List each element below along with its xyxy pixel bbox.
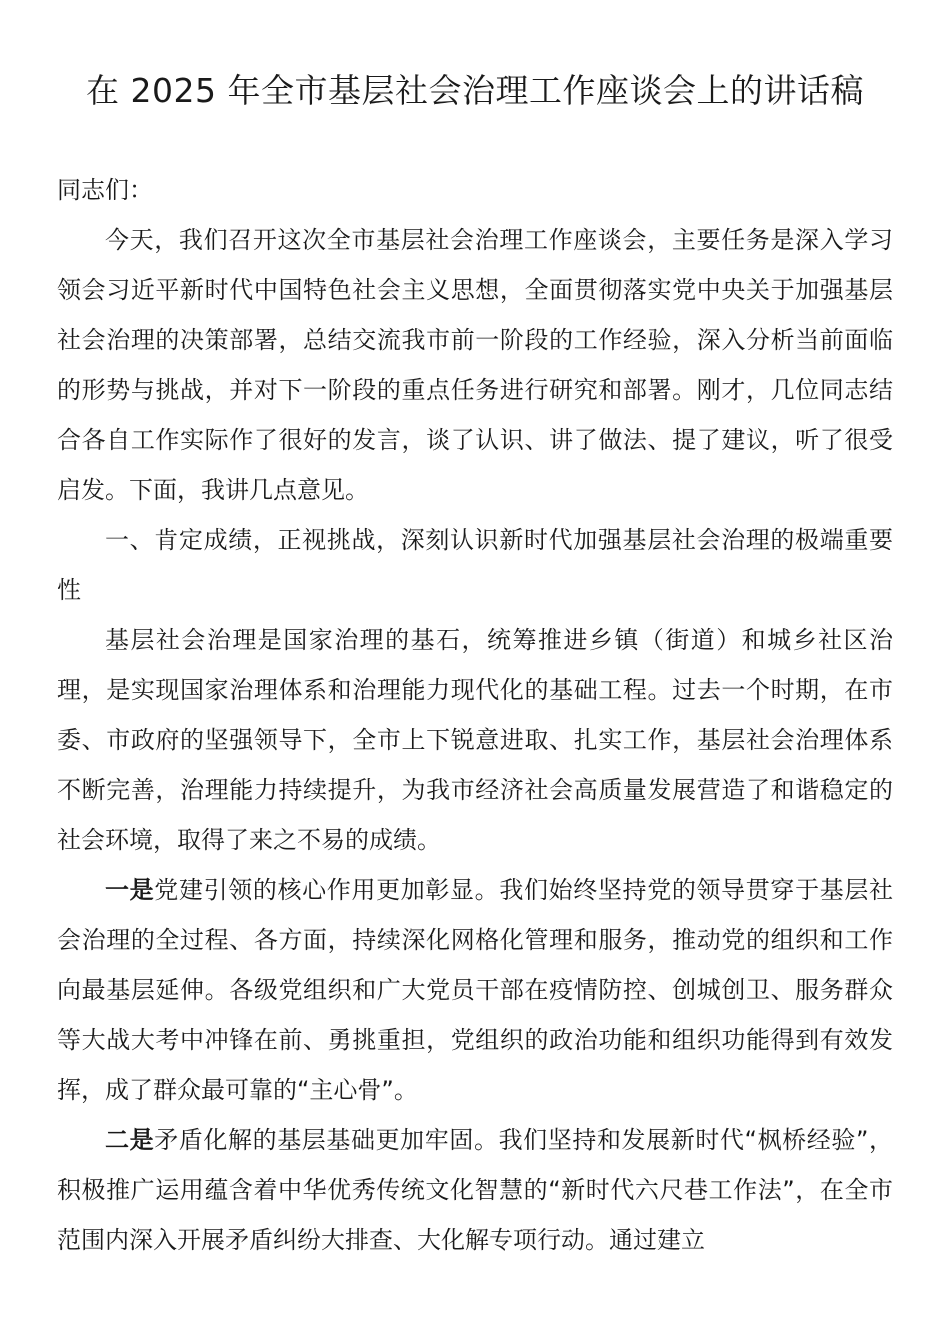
paragraph-point-1 <box>57 865 893 1115</box>
point-lead: 二是 <box>105 1126 155 1154</box>
point-lead: 一是 <box>105 876 155 904</box>
paragraph-point-2 <box>57 1115 893 1265</box>
point-text: 党建引领的核心作用更加彰显。我们始终坚持党的领导贯穿于基层社会治理的全过程、各方面，持续深化网格化管理和服务，推动党的组织和工作向最基层延伸。各级党组织和广大党员干部在疫情防控、创城创卫、服务群众等大战大考中冲锋在前、勇挑重担，党组织的政治功能和组织功能得到有效发挥，成了群众最可靠的“主心骨”。 <box>57 876 894 1104</box>
document-page <box>57 0 894 1254</box>
section-heading-1: 一、肯定成绩，正视挑战，深刻认识新时代加强基层社会治理的极端重要性 <box>57 526 893 604</box>
point-text: 矛盾化解的基层基础更加牢固。我们坚持和发展新时代“枫桥经验”，积极推广运用蕴含着中华优秀传统文化智慧的“新时代六尺巷工作法”，在全市范围内深入开展矛盾纠纷大排查、大化解专项行动。通过建立 <box>57 1126 893 1254</box>
document-title: 在 2025 年全市基层社会治理工作座谈会上的讲话稿 <box>86 71 864 110</box>
greeting: 同志们： <box>57 176 153 204</box>
paragraph-section-1: 基层社会治理是国家治理的基石，统筹推进乡镇（街道）和城乡社区治理，是实现国家治理体系和治理能力现代化的基础工程。过去一个时期，在市委、市政府的坚强领导下，全市上下锐意进取、扎实工作，基层社会治理体系不断完善，治理能力持续提升，为我市经济社会高质量发展营造了和谐稳定的社会环境，取得了来之不易的成绩。 <box>57 626 893 854</box>
document-body <box>57 215 893 1265</box>
paragraph-intro: 今天，我们召开这次全市基层社会治理工作座谈会，主要任务是深入学习领会习近平新时代中国特色社会主义思想，全面贯彻落实党中央关于加强基层社会治理的决策部署，总结交流我市前一阶段的工作经验，深入分析当前面临的形势与挑战，并对下一阶段的重点任务进行研究和部署。刚才，几位同志结合各自工作实际作了很好的发言，谈了认识、讲了做法、提了建议，听了很受启发。下面，我讲几点意见。 <box>57 226 893 504</box>
